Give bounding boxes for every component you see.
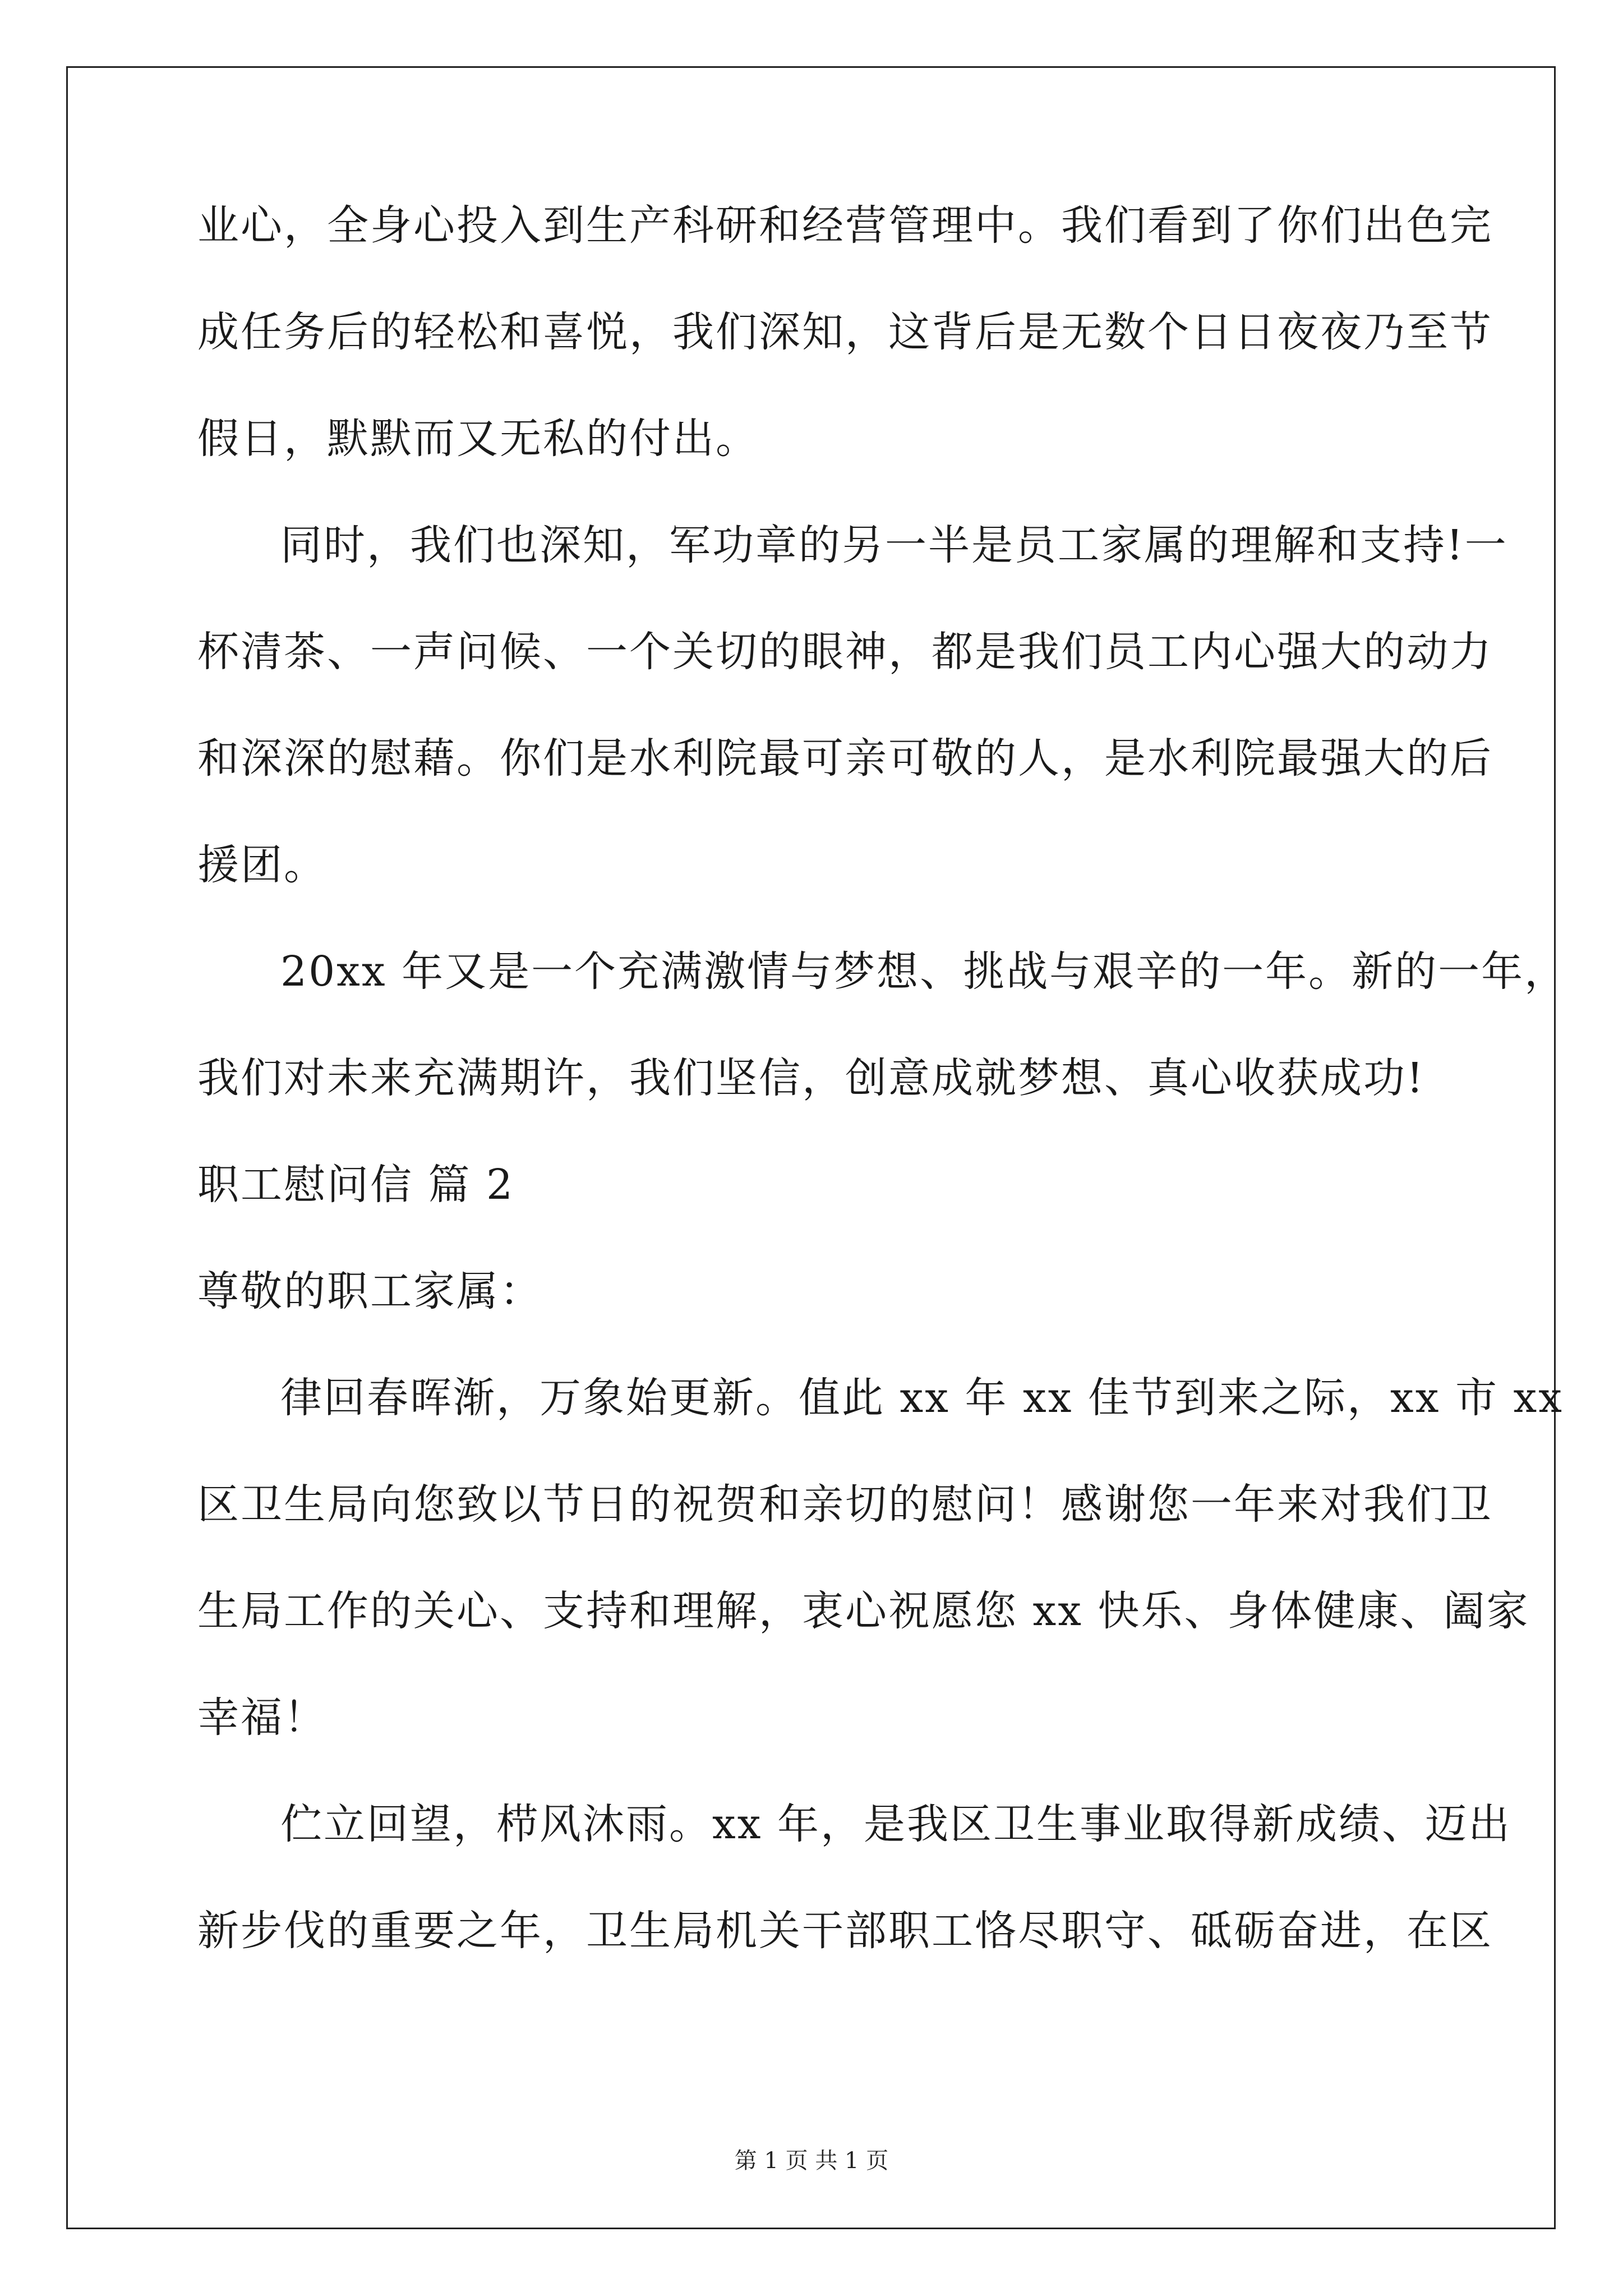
- text-line: 成任务后的轻松和喜悦，我们深知，这背后是无数个日日夜夜乃至节: [197, 308, 1493, 356]
- paragraph-start: 同时，我们也深知，军功章的另一半是员工家属的理解和支持!一: [280, 521, 1508, 569]
- text-line: 我们对未来充满期许，我们坚信，创意成就梦想、真心收获成功!: [197, 1054, 1425, 1102]
- text-line: 假日，默默而又无私的付出。: [197, 415, 759, 463]
- text-line: 援团。: [197, 841, 327, 889]
- text-line: 业心，全身心投入到生产科研和经营管理中。我们看到了你们出色完: [197, 201, 1493, 250]
- page-number-footer: 第 1 页 共 1 页: [734, 2148, 889, 2174]
- text-line: 幸福！: [197, 1694, 327, 1742]
- paragraph-start: 20xx 年又是一个充满激情与梦想、挑战与艰辛的一年。新的一年，: [280, 947, 1568, 996]
- paragraph-start: 律回春晖渐，万象始更新。值此 xx 年 xx 佳节到来之际，xx 市 xx: [280, 1374, 1564, 1422]
- document-body: [197, 201, 1568, 2016]
- text-line: 杯清茶、一声问候、一个关切的眼神，都是我们员工内心强大的动力: [197, 628, 1493, 676]
- text-line: 和深深的慰藉。你们是水利院最可亲可敬的人，是水利院最强大的后: [197, 734, 1493, 783]
- paragraph-start: 伫立回望，栉风沐雨。xx 年，是我区卫生事业取得新成绩、迈出: [280, 1800, 1511, 1848]
- salutation: 尊敬的职工家属：: [197, 1267, 543, 1315]
- text-line: 区卫生局向您致以节日的祝贺和亲切的慰问！感谢您一年来对我们卫: [197, 1480, 1493, 1529]
- text-line: 生局工作的关心、支持和理解，衷心祝愿您 xx 快乐、身体健康、阖家: [197, 1587, 1530, 1635]
- text-line: 新步伐的重要之年，卫生局机关干部职工恪尽职守、砥砺奋进，在区: [197, 1907, 1493, 1955]
- section-heading: 职工慰问信 篇 2: [197, 1161, 515, 1209]
